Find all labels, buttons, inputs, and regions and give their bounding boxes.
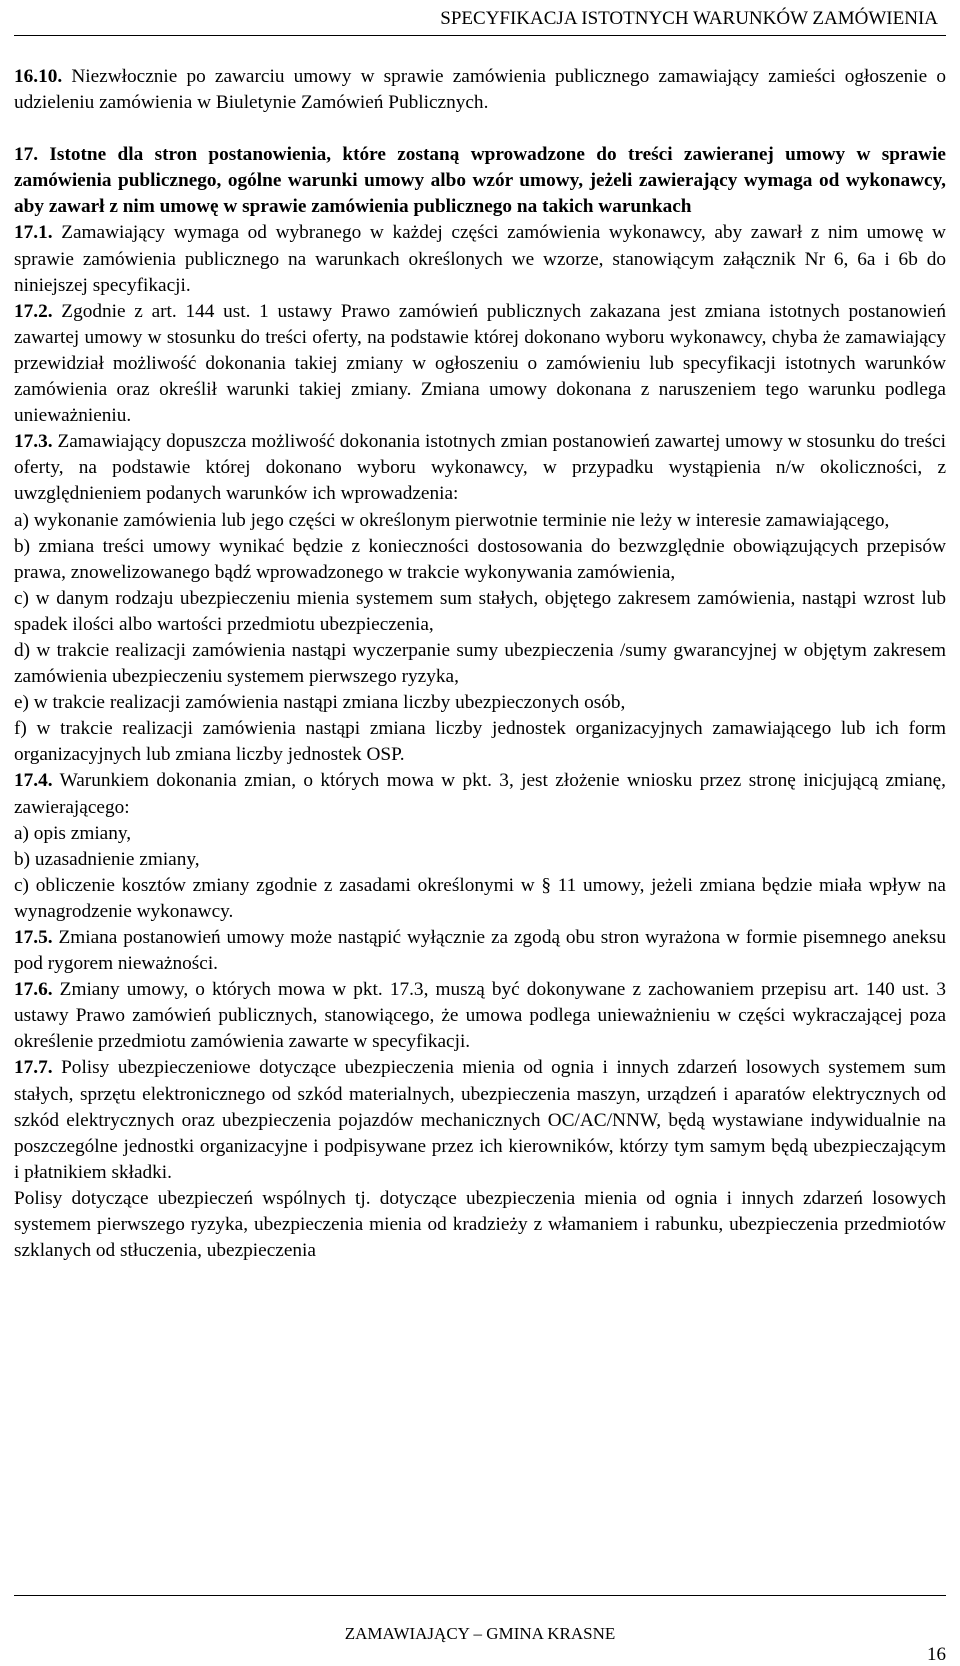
section-number: 17.7.: [14, 1057, 53, 1079]
paragraph-17-7-continued: Polisy dotyczące ubezpieczeń wspólnych tj. dotyczące ubezpieczenia mienia od ognia i innych zdarzeń losowych systemem pierwszego ryzyka, ubezpieczenia mienia od kradzieży z włamaniem i rabunku, ubezpieczenia przedmiotów szklanych od stłuczenia, ubezpieczenia: [14, 1187, 946, 1262]
paragraph-17-5: [14, 925, 946, 977]
page-number: 16: [927, 1644, 946, 1665]
list-item: b) zmiana treści umowy wynikać będzie z konieczności dostosowania do bezwzględnie obowiązujących przepisów prawa, znowelizowanego bądź wprowadzonego w trakcie wykonywania zamówienia,: [14, 535, 946, 583]
section-number: 17.3.: [14, 431, 53, 453]
paragraph-text: Zgodnie z art. 144 ust. 1 ustawy Prawo zamówień publicznych zakazana jest zmiana istotnych postanowień zawartej umowy w stosunku do treści oferty, na podstawie której dokonano wyboru wykonawcy, chyba że zamawiający przewidział możliwość dokonania takiej zmiany w ogłoszeniu o zamówieniu lub specyfikacji istotnych warunków zamówienia oraz określił warunki takiej zmiany. Zmiana umowy dokonana z naruszeniem tego warunku podlega unieważnieniu.: [14, 300, 946, 427]
footer-organization: ZAMAWIAJĄCY – GMINA KRASNE: [344, 1624, 616, 1643]
page-header: SPECYFIKACJA ISTOTNYCH WARUNKÓW ZAMÓWIENIA: [14, 6, 946, 36]
paragraph-17-6: [14, 977, 946, 1055]
list-item: c) w danym rodzaju ubezpieczeniu mienia systemem sum stałych, objętego zakresem zamówienia, nastąpi wzrost lub spadek ilości albo wartości przedmiotu ubezpieczenia,: [14, 587, 946, 635]
list-item: b) uzasadnienie zmiany,: [14, 848, 200, 870]
paragraph-text: Niezwłocznie po zawarciu umowy w sprawie zamówienia publicznego zamawiający zamieści ogłoszenie o udzieleniu zamówienia w Biuletynie Zamówień Publicznych.: [14, 66, 946, 114]
section-heading-text: Istotne dla stron postanowienia, które zostaną wprowadzone do treści zawieranej umowy w sprawie zamówienia publicznego, ogólne warunki umowy albo wzór umowy, jeżeli zawierający wymaga od wykonawcy, aby zawarł z nim umowę w sprawie zamówienia publicznego na takich warunkach: [14, 144, 946, 218]
paragraph-text: Zmiany umowy, o których mowa w pkt. 17.3, muszą być dokonywane z zachowaniem przepisu art. 140 ust. 3 ustawy Prawo zamówień publicznych, stanowiącego, że umowa podlega unieważnieniu w części wykraczającej poza określenie przedmiotu zamówienia zawarte w specyfikacji.: [14, 979, 946, 1053]
list-item: d) w trakcie realizacji zamówienia nastąpi wyczerpanie sumy ubezpieczenia /sumy gwarancyjnej w objętym zakresem zamówienia ubezpieczeniu systemem pierwszego ryzyka,: [14, 639, 946, 688]
document-body: [14, 64, 946, 1264]
list-item: e) w trakcie realizacji zamówienia nastąpi zmiana liczby ubezpieczonych osób,: [14, 692, 626, 714]
list-item: a) wykonanie zamówienia lub jego części w określonym pierwotnie terminie nie leży w interesie zamawiającego,: [14, 509, 890, 531]
section-17-heading: [14, 142, 946, 220]
section-number: 17.4.: [14, 770, 53, 792]
paragraph-16-10: [14, 64, 946, 116]
list-item: a) opis zmiany,: [14, 822, 132, 844]
page-footer: [14, 1595, 946, 1665]
section-number: 17.: [14, 144, 39, 166]
paragraph-17-3: [14, 429, 946, 507]
paragraph-text: Zmiana postanowień umowy może nastąpić wyłącznie za zgodą obu stron wyrażona w formie pisemnego aneksu pod rygorem nieważności.: [14, 927, 946, 975]
section-number: 16.10.: [14, 66, 63, 87]
paragraph-text: Polisy ubezpieczeniowe dotyczące ubezpieczenia mienia od ognia i innych zdarzeń losowych systemem sum stałych, sprzętu elektronicznego od szkód materialnych, ubezpieczenia maszyn, urządzeń i aparatów elektrycznych od szkód elektrycznych oraz ubezpieczenia pojazdów mechanicznych OC/AC/NNW, będą wystawiane indywidualnie na poszczególne jednostki organizacyjne i podpisywane przez ich kierowników, którzy tym samym będą ubezpieczającym i płatnikiem składki.: [14, 1057, 946, 1183]
paragraph-text: Zamawiający wymaga od wybranego w każdej części zamówienia wykonawcy, aby zawarł z nim umowę w sprawie zamówienia publicznego na warunkach określonych we wzorze, stanowiącym załącznik Nr 6, 6a i 6b do niniejszej specyfikacji.: [14, 222, 946, 296]
section-number: 17.5.: [14, 927, 53, 948]
section-number: 17.1.: [14, 222, 53, 244]
paragraph-text: Warunkiem dokonania zmian, o których mowa w pkt. 3, jest złożenie wniosku przez stronę inicjującą zmianę, zawierającego:: [14, 770, 946, 818]
paragraph-17-4: [14, 768, 946, 820]
section-number: 17.2.: [14, 300, 53, 322]
list-item: f) w trakcie realizacji zamówienia nastąpi zmiana liczby jednostek organizacyjnych zamawiającego lub ich form organizacyjnych lub zmiana liczby jednostek OSP.: [14, 718, 946, 766]
list-item: c) obliczenie kosztów zmiany zgodnie z zasadami określonymi w § 11 umowy, jeżeli zmiana będzie miała wpływ na wynagrodzenie wykonawcy.: [14, 874, 946, 922]
paragraph-17-2: [14, 299, 946, 429]
paragraph-17-1: [14, 220, 946, 298]
section-number: 17.6.: [14, 979, 53, 1001]
paragraph-text: Zamawiający dopuszcza możliwość dokonania istotnych zmian postanowień zawartej umowy w stosunku do treści oferty, na podstawie której dokonano wyboru wykonawcy, w przypadku wystąpienia n/w okoliczności, z uwzględnieniem podanych warunków ich wprowadzenia:: [14, 431, 946, 505]
paragraph-17-7: [14, 1055, 946, 1185]
